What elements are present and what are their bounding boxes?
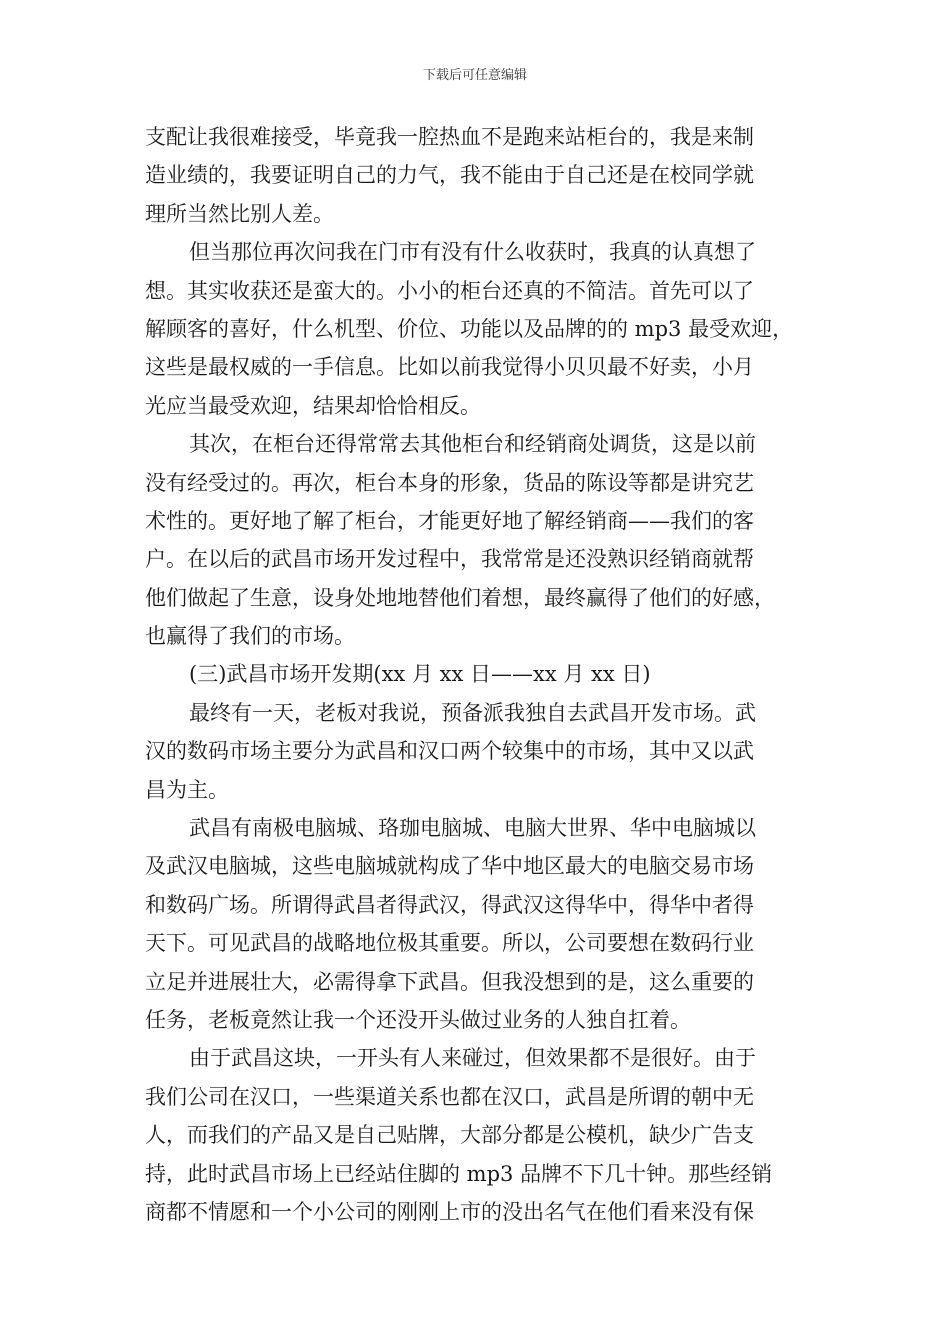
text-line: 也赢得了我们的市场。: [145, 624, 355, 649]
text-line: 解顾客的喜好，什么机型、价位、功能以及品牌的的 mp3 最受欢迎，: [145, 316, 794, 341]
text-line: 汉的数码市场主要分为武昌和汉口两个较集中的市场，其中又以武: [145, 739, 754, 764]
text-line: 支配让我很难接受，毕竟我一腔热血不是跑来站柜台的，我是来制: [145, 125, 754, 149]
text-line: 光应当最受欢迎，结果却恰恰相反。: [145, 393, 481, 418]
text-line: 想。其实收获还是蛮大的。小小的柜台还真的不简洁。首先可以了: [145, 278, 754, 303]
text-line: 立足并进展壮大，必需得拿下武昌。但我没想到的是，这么重要的: [145, 969, 754, 994]
text-line: 这些是最权威的一手信息。比如以前我觉得小贝贝最不好卖，小月: [145, 355, 754, 380]
text-line: 商都不情愿和一个小公司的刚刚上市的没出名气在他们看来没有保: [145, 1199, 754, 1224]
text-line: 人，而我们的产品又是自己贴牌，大部分都是公模机，缺少广告支: [145, 1123, 754, 1148]
page-header: 下载后可任意编辑: [422, 68, 527, 83]
text-line: 持，此时武昌市场上已经站住脚的 mp3 品牌不下几十钟。那些经销: [145, 1161, 773, 1186]
text-line: 理所当然比别人差。: [145, 201, 334, 226]
paragraph-start-line: 其次，在柜台还得常常去其他柜台和经销商处调货，这是以前: [189, 432, 756, 457]
paragraph-start-line: 最终有一天，老板对我说，预备派我独自去武昌开发市场。武: [189, 700, 756, 725]
text-line: 我们公司在汉口，一些渠道关系也都在汉口，武昌是所谓的朝中无: [145, 1084, 754, 1109]
text-line: 昌为主。: [145, 777, 229, 802]
text-line: 和数码广场。所谓得武昌者得武汉，得武汉这得华中，得华中者得: [145, 892, 754, 917]
text-line: 户。在以后的武昌市场开发过程中，我常常是还没熟识经销商就帮: [145, 547, 754, 572]
text-line: 天下。可见武昌的战略地位极其重要。所以，公司要想在数码行业: [145, 931, 754, 956]
paragraph-start-line: 武昌有南极电脑城、珞珈电脑城、电脑大世界、华中电脑城以: [189, 816, 756, 841]
text-line: 任务，老板竟然让我一个还没开头做过业务的人独自扛着。: [145, 1007, 691, 1032]
text-line: 造业绩的，我要证明自己的力气，我不能由于自己还是在校同学就: [145, 163, 754, 188]
text-line: 术性的。更好地了解了柜台，才能更好地了解经销商——我们的客: [145, 508, 754, 533]
document-body: [145, 118, 815, 1231]
text-line: 他们做起了生意，设身处地地替他们着想，最终赢得了他们的好感，: [145, 585, 775, 610]
paragraph-start-line: 由于武昌这块，一开头有人来碰过，但效果都不是很好。由于: [189, 1046, 756, 1071]
paragraph-start-line: 但当那位再次问我在门市有没有什么收获时，我真的认真想了: [189, 240, 756, 265]
text-line: 及武汉电脑城，这些电脑城就构成了华中地区最大的电脑交易市场: [145, 854, 754, 879]
section-heading: (三)武昌市场开发期(xx 月 xx 日——xx 月 xx 日): [189, 662, 651, 687]
text-line: 没有经受过的。再次，柜台本身的形象，货品的陈设等都是讲究艺: [145, 470, 754, 495]
